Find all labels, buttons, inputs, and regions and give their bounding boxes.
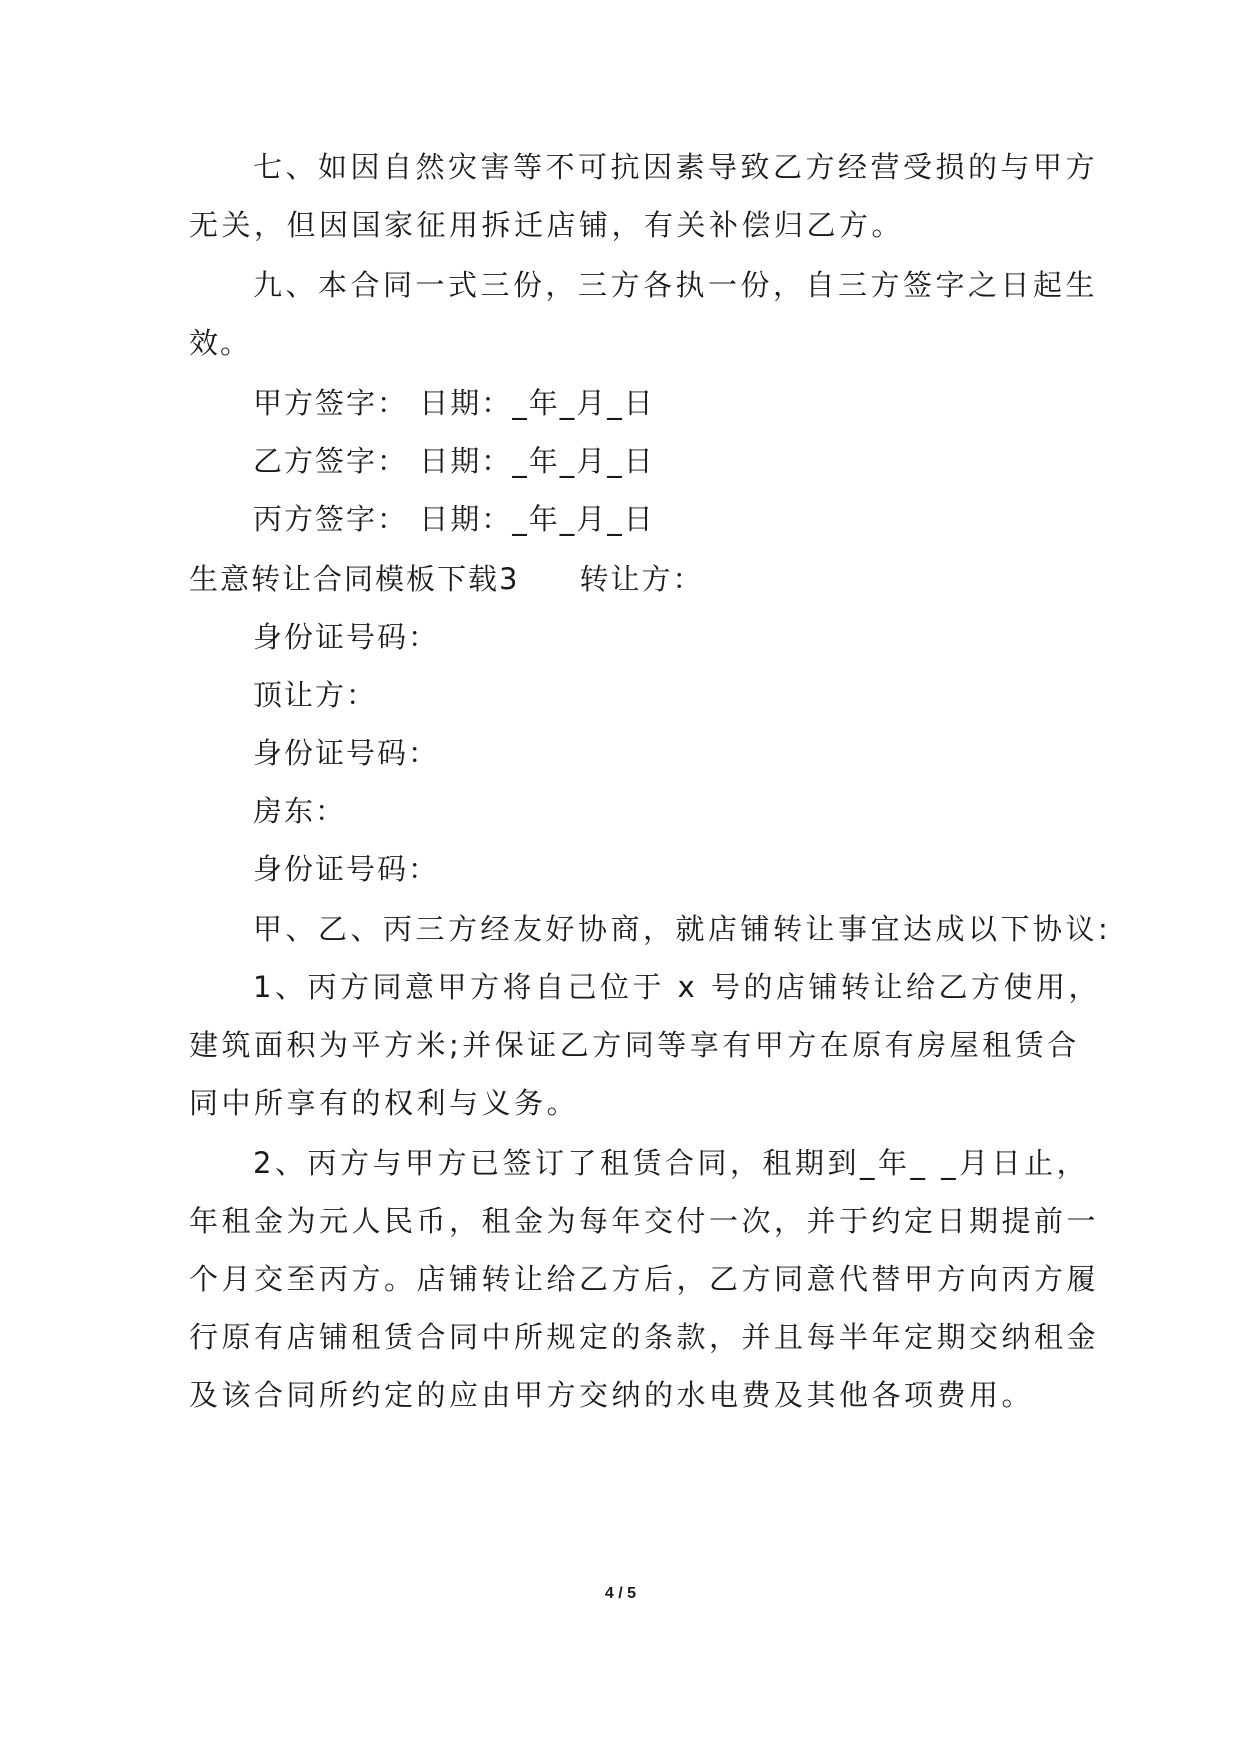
clause-9-line-1: 九、本合同一式三份，三方各执一份，自三方签字之日起生 bbox=[253, 268, 1099, 302]
transferee-id-label: 身份证号码： bbox=[253, 736, 440, 770]
clause-7-line-2: 无关，但因国家征用拆迁店铺，有关补偿归乙方。 bbox=[189, 208, 905, 242]
signature-party-b: 乙方签字： 日期：_年_月_日 bbox=[253, 444, 655, 478]
transferee-label: 顶让方： bbox=[253, 678, 378, 712]
landlord-label: 房东： bbox=[253, 794, 347, 828]
signature-party-c: 丙方签字： 日期：_年_月_日 bbox=[253, 502, 655, 536]
article-2-line-4: 行原有店铺租赁合同中所规定的条款，并且每半年定期交纳租金 bbox=[189, 1320, 1100, 1354]
landlord-id-label: 身份证号码： bbox=[253, 852, 440, 886]
signature-party-a: 甲方签字： 日期：_年_月_日 bbox=[253, 386, 655, 420]
clause-7-line-1: 七、如因自然灾害等不可抗因素导致乙方经营受损的与甲方 bbox=[253, 150, 1099, 184]
section-title: 生意转让合同模板下载3 bbox=[189, 562, 520, 596]
clause-9-line-2: 效。 bbox=[189, 326, 252, 360]
article-2-line-5: 及该合同所约定的应由甲方交纳的水电费及其他各项费用。 bbox=[189, 1378, 1035, 1412]
agreement-intro: 甲、乙、丙三方经友好协商，就店铺转让事宜达成以下协议: bbox=[253, 912, 1112, 946]
article-2-line-1: 2、丙方与甲方已签订了租赁合同，租期到_年_ _月日止， bbox=[253, 1146, 1090, 1180]
article-1-line-1: 1、丙方同意甲方将自己位于 x 号的店铺转让给乙方使用， bbox=[253, 970, 1102, 1004]
section-heading bbox=[189, 559, 703, 599]
article-2-line-3: 个月交至丙方。店铺转让给乙方后，乙方同意代替甲方向丙方履 bbox=[189, 1262, 1100, 1296]
page-number: 4 / 5 bbox=[604, 1585, 637, 1602]
transferor-label: 转让方： bbox=[579, 562, 704, 596]
transferor-id-label: 身份证号码： bbox=[253, 620, 440, 654]
article-1-line-3: 同中所享有的权利与义务。 bbox=[189, 1086, 580, 1120]
article-1-line-2: 建筑面积为平方米;并保证乙方同等享有甲方在原有房屋租赁合 bbox=[189, 1028, 1080, 1062]
article-2-line-2: 年租金为元人民币，租金为每年交付一次，并于约定日期提前一 bbox=[189, 1204, 1100, 1238]
